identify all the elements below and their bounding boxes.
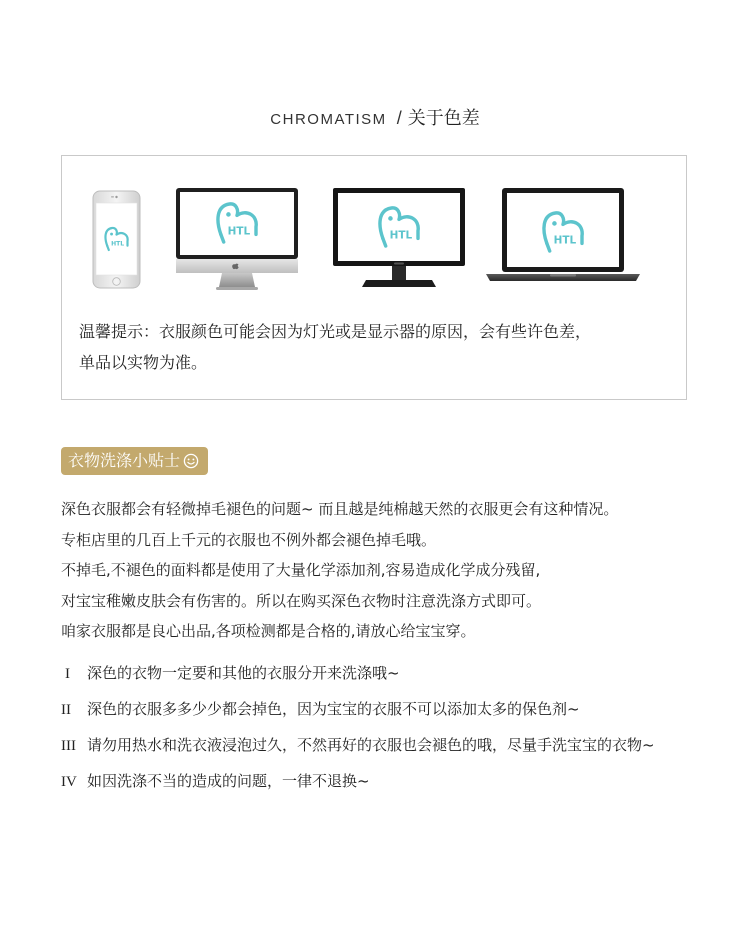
monitor-device-image	[332, 188, 466, 292]
smile-icon	[183, 450, 199, 478]
paragraph-line: 不掉毛,不褪色的面料都是使用了大量化学添加剂,容易造成化学成分残留,	[61, 561, 541, 579]
svg-text:HTL: HTL	[111, 240, 125, 248]
color-difference-notice	[61, 155, 687, 400]
notice-text	[79, 316, 669, 378]
rule-text: 如因洗涤不当的造成的问题，一律不退换~	[87, 772, 370, 790]
svg-text:HTL: HTL	[227, 225, 251, 238]
title-english: CHROMATISM	[270, 111, 387, 128]
washing-tips-badge	[61, 447, 208, 475]
rule-text: 深色的衣物一定要和其他的衣服分开来洗涤哦~	[87, 664, 400, 682]
rule-text: 请勿用热水和洗衣液浸泡过久，不然再好的衣服也会褪色的哦，尽量手洗宝宝的衣物~	[87, 736, 655, 754]
notice-line: 温馨提示：衣服颜色可能会因为灯光或是显示器的原因，会有些许色差，	[79, 322, 592, 341]
phone-device-image	[92, 190, 142, 290]
rule-number: I	[65, 666, 70, 682]
laptop-device-image	[484, 188, 642, 288]
svg-text:HTL: HTL	[553, 234, 577, 247]
svg-text:HTL: HTL	[389, 229, 413, 242]
device-illustrations	[90, 184, 660, 296]
title-chinese: 关于色差	[407, 108, 480, 129]
rule-item	[61, 694, 741, 730]
rule-number: II	[61, 702, 71, 718]
washing-rules-list	[61, 658, 741, 802]
rule-number: III	[61, 738, 76, 754]
rule-number: IV	[61, 774, 77, 790]
rule-item	[61, 766, 741, 802]
title-separator: /	[396, 108, 402, 128]
paragraph-line: 咱家衣服都是良心出品,各项检测都是合格的,请放心给宝宝穿。	[61, 622, 476, 640]
washing-tips-paragraph	[61, 494, 721, 647]
notice-line: 单品以实物为准。	[79, 353, 208, 372]
paragraph-line: 专柜店里的几百上千元的衣服也不例外都会褪色掉毛哦。	[61, 530, 437, 549]
rule-text: 深色的衣服多多少少都会掉色，因为宝宝的衣服不可以添加太多的保色剂~	[87, 700, 580, 718]
rule-item	[61, 730, 741, 766]
paragraph-line: 对宝宝稚嫩皮肤会有伤害的。所以在购买深色衣物时注意洗涤方式即可。	[61, 591, 542, 610]
rule-item	[61, 658, 741, 694]
badge-label: 衣物洗涤小贴士	[68, 451, 181, 470]
paragraph-line: 深色衣服都会有轻微掉毛褪色的问题~ 而且越是纯棉越天然的衣服更会有这种情况。	[61, 500, 619, 518]
imac-device-image	[174, 188, 300, 292]
section-title	[0, 104, 750, 130]
